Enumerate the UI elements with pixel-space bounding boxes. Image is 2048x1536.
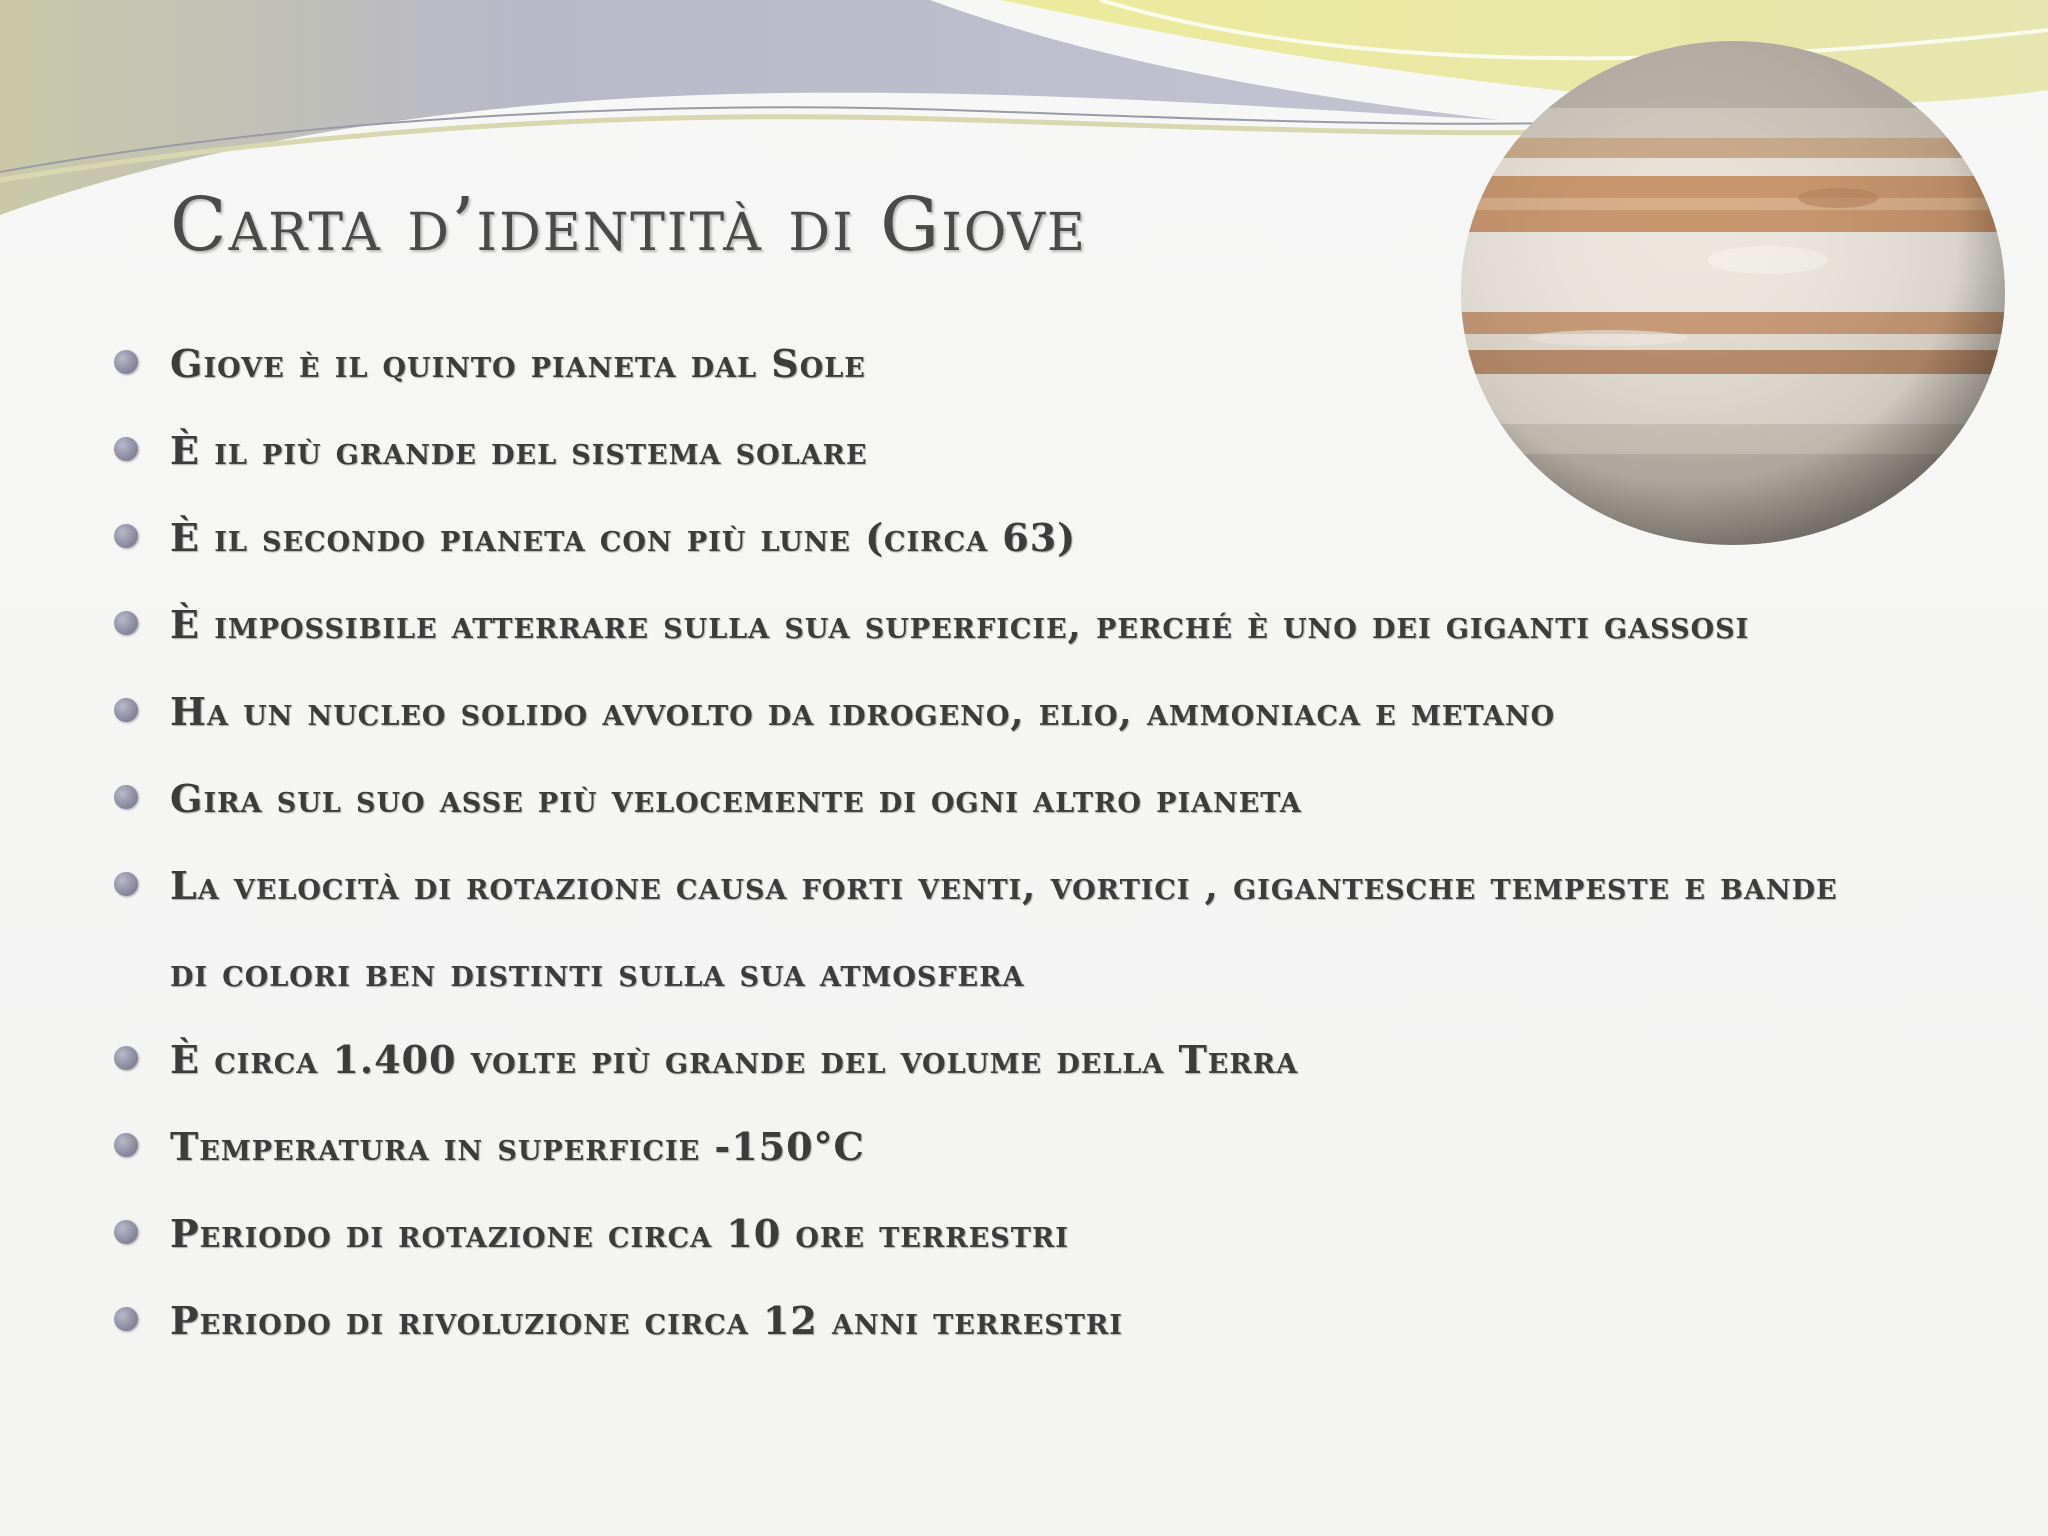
bullet-item: La velocità di rotazione causa forti venti, vortici , gigantesche tempeste e bande di colori ben distinti sulla sua atmosfera: [112, 842, 1870, 1016]
bullet-dot-icon: [114, 350, 138, 374]
bullet-dot-icon: [114, 524, 138, 548]
bullet-dot-icon: [114, 1046, 138, 1070]
bullet-dot-icon: [114, 1133, 138, 1157]
bullet-dot-icon: [114, 785, 138, 809]
slide-title: Carta d’identità di Giove: [170, 182, 1088, 268]
bullet-dot-icon: [114, 698, 138, 722]
bullet-dot-icon: [114, 611, 138, 635]
bullet-item: È il secondo pianeta con più lune (circa 63): [112, 494, 1912, 581]
bullet-dot-icon: [114, 1307, 138, 1331]
bullet-dot-icon: [114, 437, 138, 461]
bullet-item: Gira sul suo asse più velocemente di ogni altro pianeta: [112, 755, 1912, 842]
bullet-item: Ha un nucleo solido avvolto da idrogeno, elio, ammoniaca e metano: [112, 668, 1912, 755]
bullet-item: Giove è il quinto pianeta dal Sole: [112, 320, 1912, 407]
bullet-item: Temperatura in superficie -150°C: [112, 1103, 1912, 1190]
bullet-list: [112, 320, 1912, 1364]
bullet-dot-icon: [114, 872, 138, 896]
bullet-item: È impossibile atterrare sulla sua superficie, perché è uno dei giganti gassosi: [112, 581, 1870, 668]
bullet-item: È circa 1.400 volte più grande del volume della Terra: [112, 1016, 1912, 1103]
bullet-item: Periodo di rivoluzione circa 12 anni terrestri: [112, 1277, 1912, 1364]
bullet-item: Periodo di rotazione circa 10 ore terrestri: [112, 1190, 1912, 1277]
bullet-dot-icon: [114, 1220, 138, 1244]
bullet-item: È il più grande del sistema solare: [112, 407, 1912, 494]
